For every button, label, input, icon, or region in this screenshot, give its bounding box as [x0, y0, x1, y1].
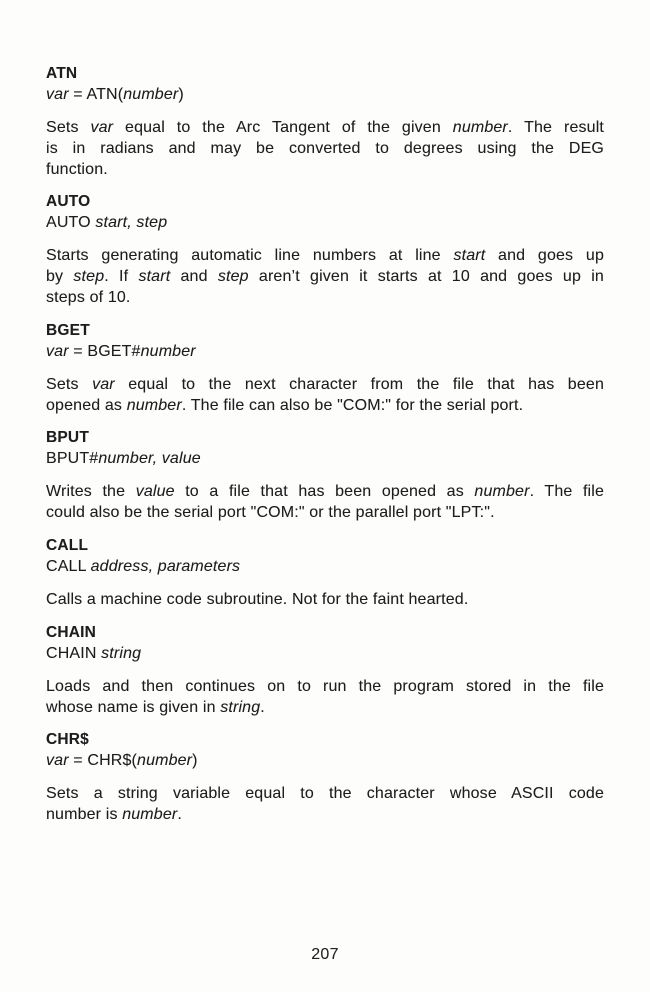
italic-text: number, value [98, 450, 201, 468]
command-description [46, 590, 604, 611]
command-syntax [46, 448, 604, 469]
italic-text: start, step [95, 214, 168, 232]
regular-text: aren’t given it starts at 10 and goes up in [248, 268, 604, 286]
regular-text: whose name is given in [46, 698, 221, 716]
description-line [46, 246, 604, 267]
italic-text: address, parameters [90, 557, 241, 575]
command-name: ATN [46, 65, 78, 82]
regular-text: CALL [46, 557, 91, 575]
command-entry [46, 321, 604, 417]
regular-text: Calls a machine code subroutine. Not for the faint hearted. [46, 590, 469, 608]
command-name: CHAIN [46, 623, 97, 641]
regular-text: Sets a string variable equal to the character whose ASCII code [46, 785, 604, 803]
regular-text: . The file can also be "COM:" for the serial port. [181, 396, 524, 414]
command-entry [46, 428, 604, 524]
description-line [46, 503, 604, 524]
regular-text: and [170, 268, 218, 286]
regular-text: CHAIN [46, 644, 102, 662]
regular-text: and goes up [485, 247, 604, 265]
description-line [46, 139, 604, 160]
command-syntax [46, 341, 604, 362]
description-line [46, 590, 604, 611]
regular-text: could also be the serial port "COM:" or the parallel port "LPT:". [46, 504, 495, 522]
italic-text: start [453, 247, 486, 265]
command-name: BGET [46, 321, 90, 339]
regular-text: Starts generating automatic line numbers at line [46, 247, 454, 265]
regular-text: . If [104, 268, 139, 286]
italic-text: start [138, 268, 171, 286]
command-description [46, 375, 604, 417]
italic-text: number [474, 483, 530, 501]
italic-text: number [140, 342, 196, 360]
command-entry [46, 730, 604, 826]
italic-text: var [46, 86, 69, 103]
command-entry [46, 192, 604, 308]
italic-text: var [46, 342, 69, 360]
italic-text: step [217, 268, 249, 286]
command-syntax [46, 212, 604, 233]
regular-text: function. [46, 160, 108, 178]
regular-text: = ATN( [68, 86, 124, 103]
description-line [46, 805, 604, 826]
description-line [46, 396, 604, 417]
description-line [46, 160, 604, 181]
regular-text: number is [46, 806, 123, 824]
command-entry [46, 64, 604, 180]
page-number: 207 [311, 946, 339, 963]
description-line [46, 482, 604, 503]
command-entries [46, 64, 604, 838]
italic-text: number [126, 396, 182, 414]
command-entry [46, 623, 604, 719]
command-syntax [46, 643, 604, 664]
regular-text: to a file that has been opened as [174, 483, 475, 501]
command-syntax [46, 84, 604, 105]
italic-text: var [46, 752, 69, 770]
italic-text: string [101, 644, 142, 662]
italic-text: step [73, 268, 105, 286]
description-line [46, 118, 604, 139]
command-syntax [46, 750, 604, 771]
regular-text: Writes the [46, 483, 136, 501]
regular-text: opened as [46, 396, 127, 414]
command-description [46, 482, 604, 524]
command-name: BPUT [46, 429, 89, 447]
regular-text: . The file [529, 483, 604, 501]
italic-text: value [135, 483, 175, 501]
regular-text: equal to the next character from the file that has been [114, 375, 604, 393]
italic-text: number [123, 86, 179, 103]
regular-text: = BGET# [68, 342, 141, 360]
regular-text: Loads and then continues on to run the program stored in the file [46, 677, 604, 695]
command-name: AUTO [46, 193, 91, 211]
regular-text: . The result [507, 119, 604, 136]
italic-text: string [220, 698, 261, 716]
italic-text: number [452, 119, 508, 136]
regular-text: BPUT# [46, 450, 99, 468]
regular-text: equal to the Arc Tangent of the given [113, 119, 453, 136]
regular-text: = CHR$( [68, 752, 138, 770]
command-description [46, 118, 604, 180]
command-syntax [46, 556, 604, 577]
command-name: CALL [46, 536, 89, 554]
regular-text: ) [178, 86, 184, 103]
command-name: CHR$ [46, 731, 90, 749]
regular-text: . [177, 806, 182, 824]
description-line [46, 375, 604, 396]
description-line [46, 677, 604, 698]
description-line [46, 698, 604, 719]
italic-text: var [90, 119, 114, 136]
italic-text: number [137, 752, 193, 770]
description-line [46, 267, 604, 288]
regular-text: . [260, 698, 265, 716]
command-entry [46, 536, 604, 611]
regular-text: Sets [46, 119, 91, 136]
command-description [46, 784, 604, 826]
regular-text: is in radians and may be converted to degrees using the DEG [46, 139, 604, 157]
regular-text: by [46, 268, 74, 286]
description-line [46, 288, 604, 309]
command-description [46, 246, 604, 308]
regular-text: Sets [46, 375, 93, 393]
command-description [46, 677, 604, 719]
italic-text: number [122, 806, 178, 824]
description-line [46, 784, 604, 805]
regular-text: steps of 10. [46, 288, 131, 306]
regular-text: ) [192, 752, 198, 770]
italic-text: var [92, 375, 115, 393]
regular-text: AUTO [46, 214, 96, 232]
